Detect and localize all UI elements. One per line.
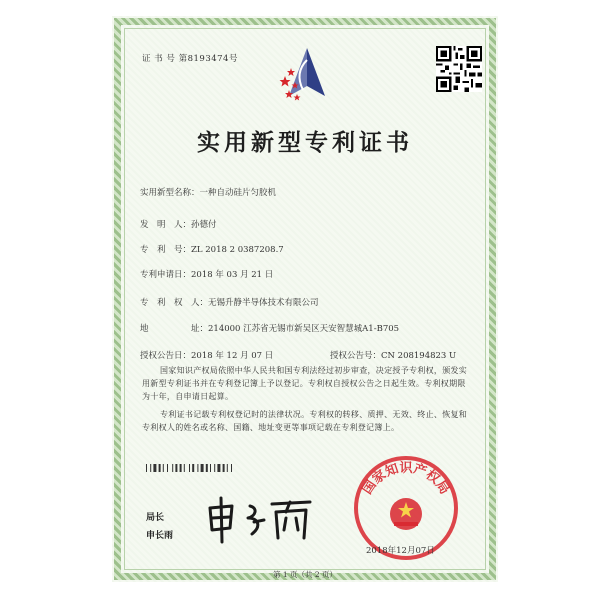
barcode-bar — [150, 464, 151, 472]
field-value: 2018 年 03 月 21 日 — [191, 270, 274, 280]
barcode-bar — [167, 464, 168, 472]
barcode-bar — [197, 464, 198, 472]
grant-statement-paragraph: 国家知识产权局依照中华人民共和国专利法经过初步审查，决定授予专利权，颁发实用新型专利证书并在专利登记簿上予以登记。专利权自授权公告之日起生效。专利权期限为十年，自申请日起算。 — [142, 366, 468, 401]
field-utility-model-name — [140, 186, 276, 198]
field-label: 授权公告号： — [330, 351, 382, 361]
qr-code-icon — [436, 46, 482, 92]
signature-icon — [202, 494, 322, 544]
certificate-number: 证 书 号 第8193474号 — [142, 54, 238, 64]
field-value: CN 208194823 U — [381, 351, 457, 361]
field-label: 专 利 权 人： — [140, 298, 209, 308]
cnipa-emblem-icon — [277, 46, 337, 108]
field-label: 实用新型名称： — [140, 188, 200, 198]
field-inventor — [140, 218, 217, 230]
field-label: 专利申请日： — [140, 270, 192, 280]
field-address — [140, 322, 399, 334]
barcode-bar — [217, 464, 220, 472]
barcode-bar — [210, 464, 211, 472]
field-label: 专 利 号： — [140, 245, 192, 255]
field-value: 214000 江苏省无锡市新吴区天安智慧城A1-B705 — [208, 324, 400, 334]
barcode-bar — [206, 464, 208, 472]
director-name: 申长雨 — [146, 531, 174, 541]
barcode-bar — [175, 464, 177, 472]
field-grant-date — [140, 349, 273, 361]
field-value: 无锡升静半导体技术有限公司 — [208, 298, 319, 308]
barcode-bar — [172, 464, 173, 472]
seal-text: 国家知识产权局 — [360, 461, 452, 498]
barcode-bar — [227, 464, 228, 472]
field-announcement-number — [330, 349, 456, 361]
barcode-bar — [231, 464, 232, 472]
field-value: 孙德付 — [191, 220, 217, 230]
field-patent-number — [140, 243, 284, 255]
barcode-bar — [192, 464, 194, 472]
seal-date: 2018年12月07日 — [366, 546, 435, 556]
field-value: 2018 年 12 月 07 日 — [191, 351, 274, 361]
field-value: 一种自动硅片匀胶机 — [199, 188, 277, 198]
barcode-bar — [223, 464, 225, 472]
field-patentee — [140, 296, 319, 308]
field-label: 发 明 人： — [140, 220, 192, 230]
barcode-bar — [189, 464, 190, 472]
director-title: 局长 — [146, 513, 165, 523]
barcode-bar — [180, 464, 182, 472]
certificate-title: 实用新型专利证书 — [197, 129, 413, 156]
field-value: ZL 2018 2 0387208.7 — [191, 245, 284, 255]
field-application-date — [140, 268, 273, 280]
barcode-bar — [214, 464, 215, 472]
barcode-icon — [146, 464, 266, 472]
svg-text:国家知识产权局 — [359, 460, 452, 497]
patent-certificate — [112, 16, 498, 582]
barcode-bar — [153, 464, 156, 472]
field-label: 地 址： — [140, 324, 209, 334]
barcode-bar — [146, 464, 147, 472]
page-number: 第 1 页（共 2 页） — [272, 570, 338, 579]
field-label: 授权公告日： — [140, 351, 192, 361]
barcode-bar — [163, 464, 164, 472]
barcode-bar — [201, 464, 204, 472]
legal-status-paragraph: 专利证书记载专利权登记时的法律状况。专利权的转移、质押、无效、终止、恢复和专利权人的姓名或名称、国籍、地址变更等事项记载在专利登记簿上。 — [142, 410, 468, 432]
barcode-bar — [159, 464, 161, 472]
barcode-bar — [184, 464, 185, 472]
